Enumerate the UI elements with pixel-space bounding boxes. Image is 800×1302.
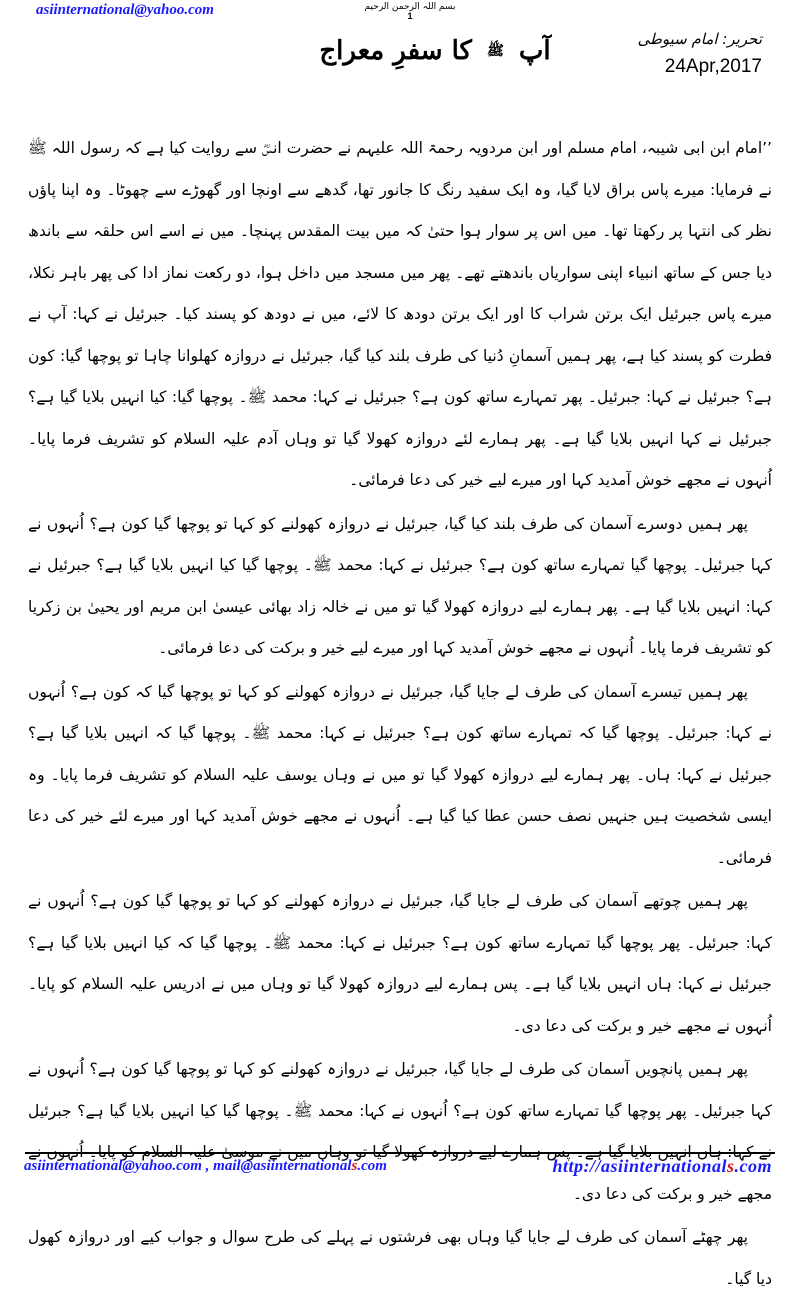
footer-emails[interactable]: [24, 1158, 387, 1175]
article-body: [28, 128, 772, 1302]
page-number: 1: [407, 11, 413, 21]
footer-emails-text[interactable]: asiinternational@yahoo.com , mail@asiinternational: [24, 1158, 352, 1174]
footer-emails-red-letter[interactable]: s: [351, 1158, 358, 1174]
honorific-glyph: ﷺ: [486, 43, 504, 59]
paragraph: پھر ہمیں چوتھے آسمان کی طرف لے جایا گیا، جبرئیل نے دروازہ کھولنے کو کہا تو پوچھا گیا کون ہے؟ اُنہوں نے کہا: جبرئیل۔ پھر پوچھا گیا تمہارے ساتھ کون ہے؟ جبرئیل نے کہا: محمد ﷺ۔ پوچھا گیا کہ کیا انہیں بلایا گیا ہے؟ جبرئیل نے کہا: ہاں انہیں بلایا گیا ہے۔ پس ہمارے لیے دروازہ کھولا گیا تو وہاں میں نے ادریس علیہ السلام کو پایا۔ اُنہوں نے مجھے خیر و برکت کی دعا دی۔: [28, 892, 772, 1035]
footer-url-suffix[interactable]: .com: [734, 1156, 772, 1176]
paragraph: ’’امام ابن ابی شیبہ، امام مسلم اور ابن مردویہ رحمۃ اللہ علیہم نے حضرت انسؓ سے روایت کیا ہے کہ رسول اللہ ﷺ نے فرمایا: میرے پاس براق لایا گیا، وہ ایک سفید رنگ کا جانور تھا، گدھے سے اونچا اور گھوڑے سے چھوٹا۔ وہ اپنا پاؤں نظر کی انتہا پر رکھتا تھا۔ میں اس پر سوار ہوا حتیٰ کہ میں بیت المقدس پہنچا۔ میں نے اسے اس حلقہ سے باندھ دیا جس کے ساتھ انبیاء اپنی سواریاں باندھتے تھے۔ پھر میں مسجد میں داخل ہوا، دو رکعت نماز ادا کی پھر باہر نکلا، میرے پاس جبرئیل ایک برتن شراب کا اور ایک برتن دودھ کا لائے، میں نے دودھ کو پسند کیا۔ جبرئیل نے کہا: آپ نے فطرت کو پسند کیا ہے، پھر ہمیں آسمانِ دُنیا کی طرف بلند کیا گیا، جبرئیل نے دروازہ کھلوانا چاہا تو پوچھا گیا: کون ہے؟ جبرئیل نے کہا: جبرئیل۔ پھر تمہارے ساتھ کون ہے؟ جبرئیل نے کہا: محمد ﷺ۔ پوچھا گیا: کیا انہیں بلایا گیا ہے؟ جبرئیل نے کہا انہیں بلایا گیا ہے۔ پھر ہمارے لئے دروازہ کھولا گیا تو وہاں آدم علیہ السلام کو تشریف فرما پایا۔ اُنہوں نے مجھے خوش آمدید کہا اور میرے لیے خیر کی دعا فرمائی۔: [28, 139, 772, 489]
title-part-2: کا سفرِ معراج: [319, 36, 472, 66]
paragraph: پھر ہمیں تیسرے آسمان کی طرف لے جایا گیا، جبرئیل نے دروازہ کھولنے کو کہا تو پوچھا گیا کہ کون ہے؟ اُنہوں نے کہا: جبرئیل۔ پوچھا گیا کہ تمہارے ساتھ کون ہے؟ جبرئیل نے کہا: محمد ﷺ۔ پوچھا گیا کہ انہیں بلایا گیا ہے؟ جبرئیل نے کہا: ہاں۔ پھر ہمارے لیے دروازہ کھولا گیا تو میں نے وہاں یوسف علیہ السلام کو تشریف فرما پایا۔ وہ ایسی شخصیت ہیں جنہیں نصف حسن عطا کیا گیا ہے۔ اُنہوں نے مجھے خوش آمدید کہا اور میرے لئے خیر کی دعا فرمائی۔: [28, 682, 772, 867]
publish-date: 24Apr,2017: [664, 56, 762, 77]
paragraph: پھر ہمیں دوسرے آسمان کی طرف بلند کیا گیا، جبرئیل نے دروازہ کھولنے کو کہا تو پوچھا گیا کون ہے؟ اُنہوں نے کہا جبرئیل۔ پوچھا گیا تمہارے ساتھ کون ہے؟ جبرئیل نے کہا: محمد ﷺ۔ پوچھا گیا کیا انہیں بلایا گیا ہے؟ جبرئیل نے کہا: انہیں بلایا گیا ہے۔ پھر ہمارے لیے دروازہ کھولا گیا تو میں نے خالہ زاد بھائی عیسیٰ ابن مریم اور یحییٰ بن زکریا کو تشریف فرما پایا۔ اُنہوں نے مجھے خوش آمدید کہا اور میرے لیے خیر و برکت کی دعا فرمائی۔: [28, 514, 772, 657]
bismillah: بسم اللہ الرحمن الرحیم: [364, 2, 456, 12]
footer-divider: [25, 1152, 775, 1154]
paragraph: پھر چھٹے آسمان کی طرف لے جایا گیا وہاں بھی فرشتوں نے پہلے کی طرح سوال و جواب کیے اور دروازہ کھول دیا گیا۔: [28, 1228, 772, 1288]
footer-website-link[interactable]: [552, 1156, 772, 1177]
footer-url-text[interactable]: http://asiinternational: [552, 1156, 727, 1176]
header-email-link[interactable]: asiinternational@yahoo.com: [36, 2, 214, 18]
title-part-1: آپ: [518, 36, 551, 66]
bismillah-block: [360, 2, 460, 21]
footer-emails-suffix[interactable]: .com: [357, 1158, 387, 1174]
page-title: [290, 36, 580, 66]
author-line: تحریر: امام سیوطی: [637, 30, 762, 48]
paragraph: پھر ہمیں پانچویں آسمان کی طرف لے جایا گیا، جبرئیل نے دروازہ کھولنے کو کہا تو پوچھا گیا کون ہے؟ اُنہوں نے کہا جبرئیل۔ پھر پوچھا گیا تمہارے ساتھ کون ہے؟ اُنہوں نے کہا: محمد ﷺ۔ پوچھا گیا کیا انہیں بلایا گیا ہے؟ جبرئیل نے کہا: ہاں انہیں بلایا گیا ہے۔ پس ہمارے لیے دروازہ کھولا گیا تو وہاں میں نے موسیٰ علیہ السلام کو پایا۔ اُنہوں نے مجھے خیر و برکت کی دعا دی۔: [28, 1060, 772, 1203]
footer-url-red-letter[interactable]: s: [726, 1156, 735, 1176]
